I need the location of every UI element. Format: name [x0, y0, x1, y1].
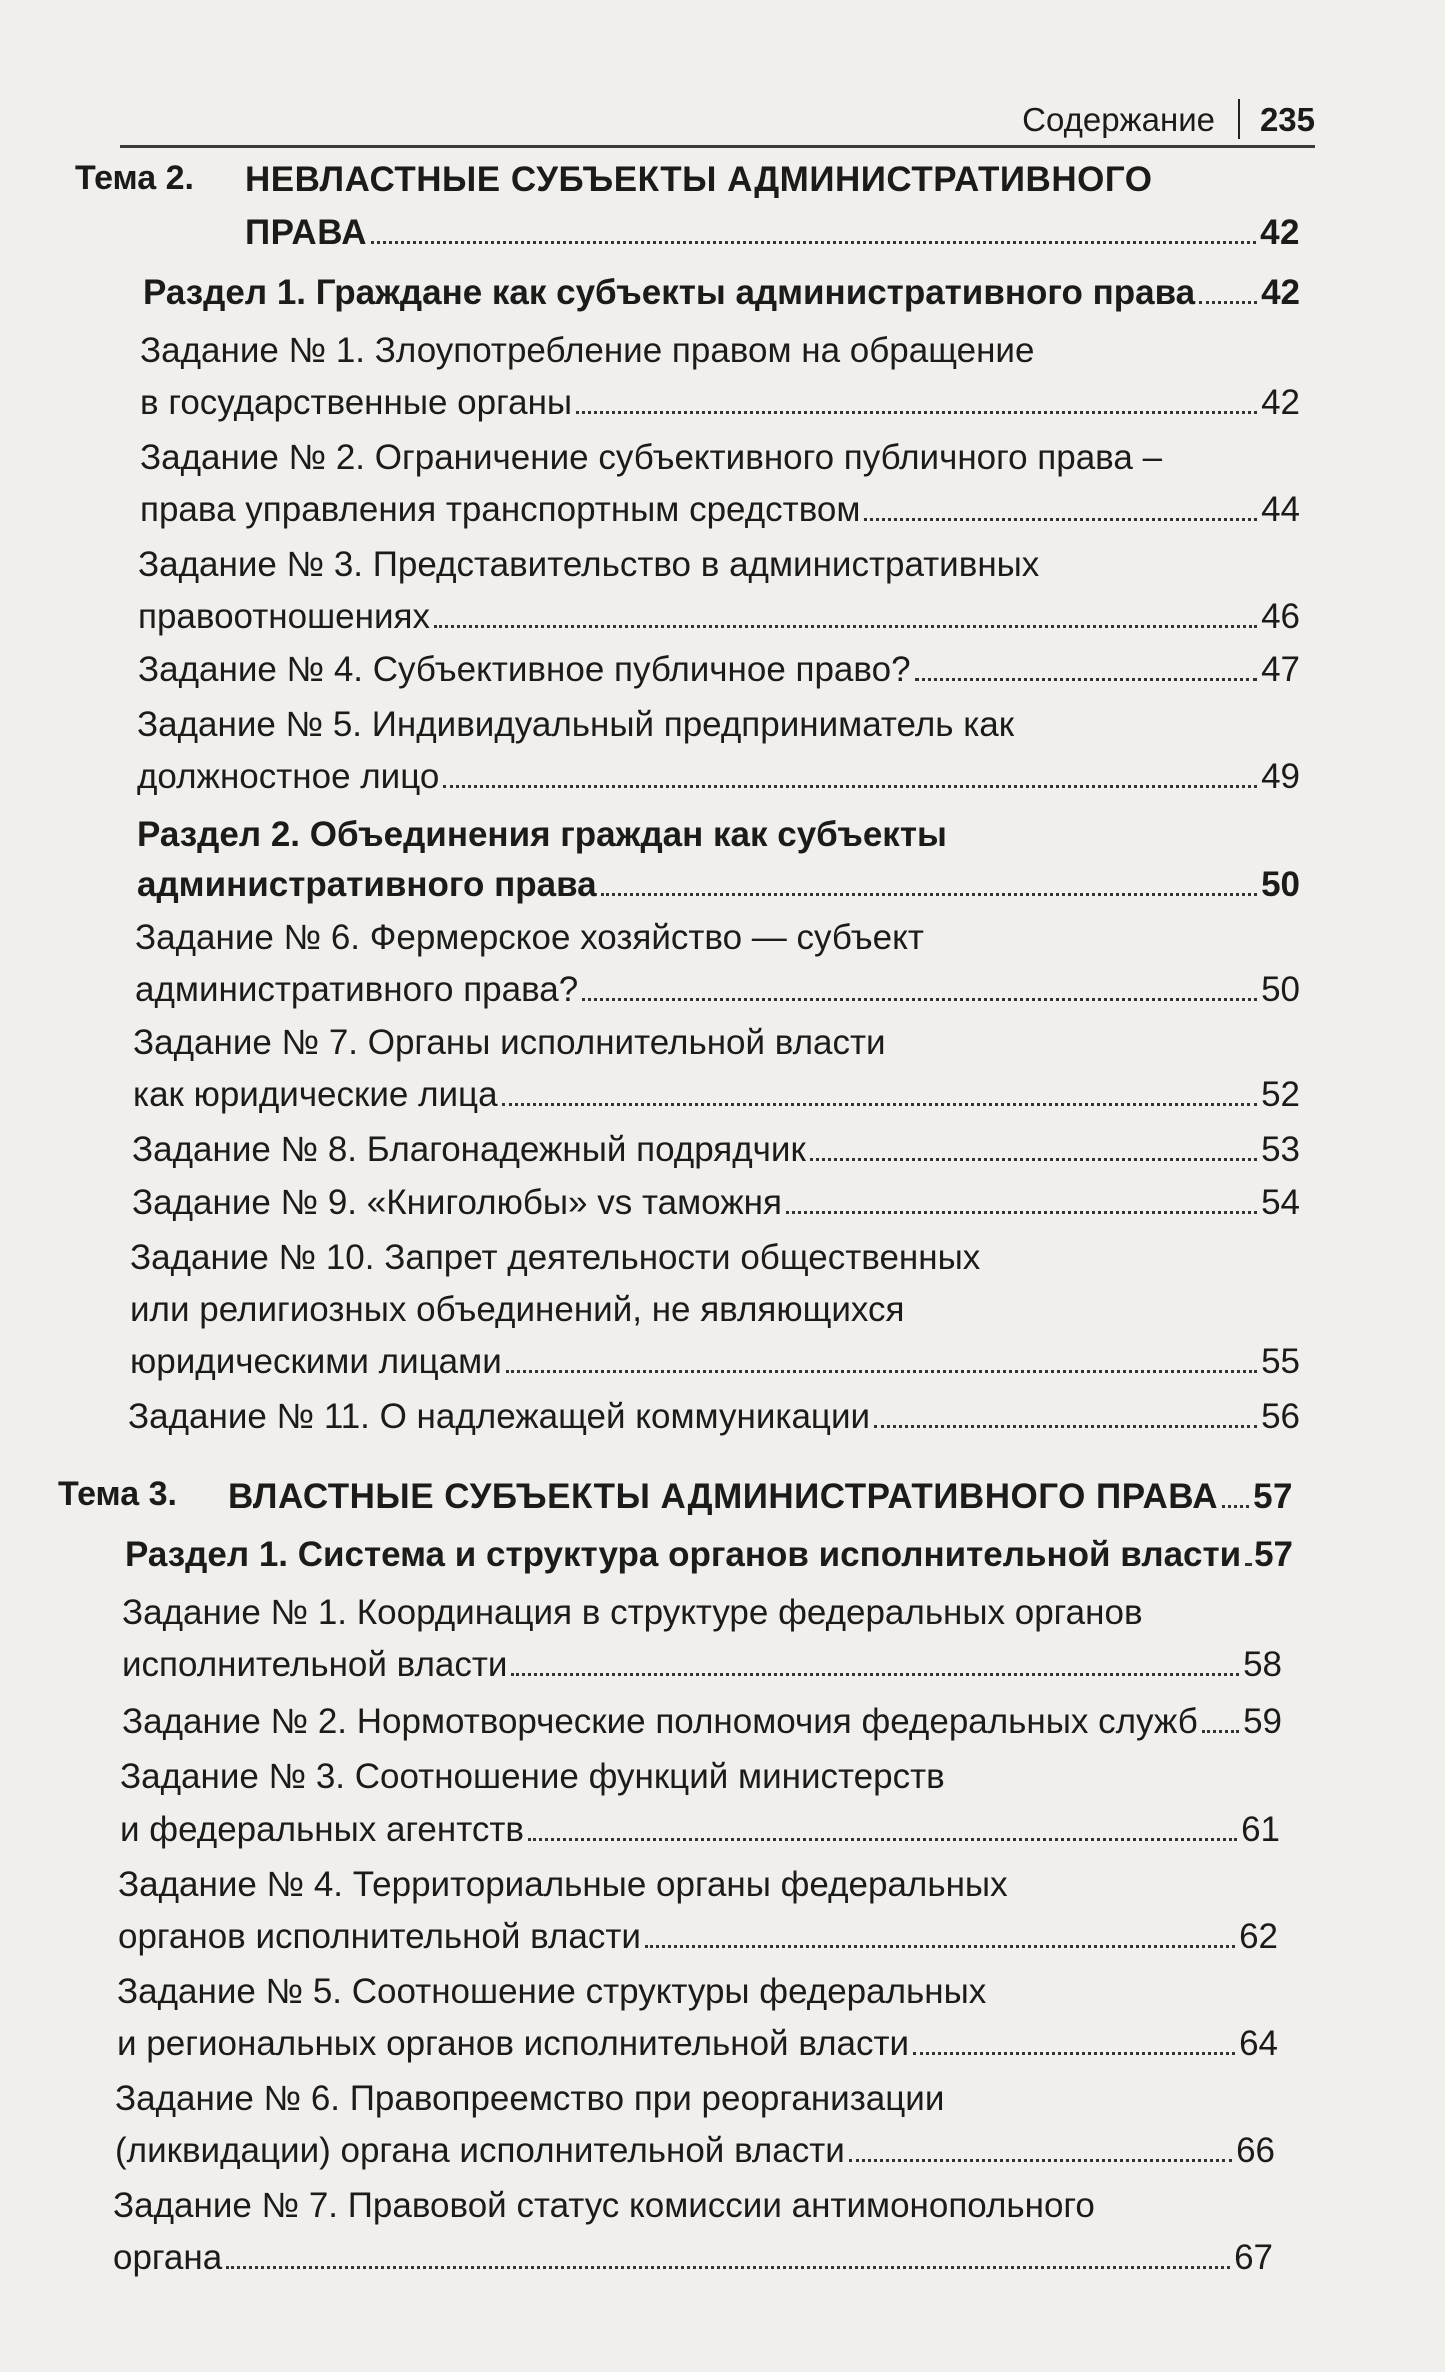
- entry-title-cont: административного права: [137, 865, 597, 904]
- page-number: 64: [1239, 2024, 1278, 2063]
- entry-title: Задание № 9. «Книголюбы» vs таможня: [132, 1183, 782, 1222]
- page-number: 46: [1261, 597, 1300, 636]
- page-number: 61: [1241, 1810, 1280, 1849]
- leader-dots: [434, 625, 1257, 628]
- entry-title-cont: исполнительной власти: [122, 1645, 508, 1684]
- header-divider: [1238, 99, 1240, 139]
- toc-task-entry[interactable]: [117, 2019, 1278, 2069]
- toc-task-entry[interactable]: [135, 965, 1300, 1015]
- entry-title-cont: юридическими лицами: [130, 1342, 502, 1381]
- entry-title: Раздел 2. Объединения граждан как субъекты: [137, 815, 947, 854]
- entry-title-cont: должностное лицо: [137, 757, 440, 796]
- page-number: 52: [1261, 1075, 1300, 1114]
- entry-title: Задание № 10. Запрет деятельности общественных: [130, 1238, 981, 1277]
- entry-title-cont: административного права?: [135, 970, 579, 1009]
- toc-topic-entry[interactable]: [245, 208, 1300, 258]
- toc-task-entry[interactable]: [140, 378, 1300, 428]
- entry-title-cont: (ликвидации) органа исполнительной власти: [115, 2131, 845, 2170]
- entry-title-cont: правоотношениях: [138, 597, 430, 636]
- page-number: 53: [1261, 1130, 1300, 1169]
- page-number: 57: [1253, 1477, 1293, 1516]
- toc-task-entry[interactable]: [140, 485, 1300, 535]
- toc-task-entry[interactable]: [130, 1337, 1300, 1387]
- entry-title: Задание № 1. Злоупотребление правом на обращение: [140, 331, 1035, 370]
- page-number: 44: [1261, 490, 1300, 529]
- entry-title-cont: и федеральных агентств: [120, 1810, 524, 1849]
- topic-title-line: ВЛАСТНЫЕ СУБЪЕКТЫ АДМИНИСТРАТИВНОГО ПРАВА: [228, 1477, 1219, 1516]
- leader-dots: [511, 1673, 1239, 1676]
- toc-task-entry[interactable]: [115, 2126, 1275, 2176]
- topic-label: Тема 2.: [75, 159, 194, 197]
- topic-title-line: ПРАВА: [245, 213, 368, 252]
- topic-title-line: НЕВЛАСТНЫЕ СУБЪЕКТЫ АДМИНИСТРАТИВНОГО: [245, 160, 1153, 199]
- entry-title: Задание № 2. Ограничение субъективного публичного права –: [140, 438, 1163, 477]
- toc-task-entry[interactable]: [133, 1070, 1300, 1120]
- entry-title: Задание № 2. Нормотворческие полномочия федеральных служб: [122, 1702, 1198, 1741]
- leader-dots: [582, 998, 1257, 1001]
- page-number: 67: [1234, 2238, 1273, 2277]
- toc-task-entry[interactable]: [138, 645, 1300, 695]
- leader-dots: [528, 1838, 1237, 1841]
- topic-label: Тема 3.: [58, 1475, 177, 1513]
- entry-title-cont: или религиозных объединений, не являющихся: [130, 1290, 905, 1329]
- entry-title-cont: и региональных органов исполнительной власти: [117, 2024, 910, 2063]
- leader-dots: [645, 1945, 1235, 1948]
- leader-dots: [502, 1103, 1258, 1106]
- entry-title-cont: в государственные органы: [140, 383, 573, 422]
- leader-dots: [443, 785, 1257, 788]
- running-header: [120, 95, 1315, 148]
- entry-title: Задание № 7. Органы исполнительной власти: [133, 1023, 886, 1062]
- page-number: 58: [1243, 1645, 1282, 1684]
- toc-task-entry[interactable]: [128, 1392, 1300, 1442]
- page-number: 59: [1243, 1702, 1282, 1741]
- toc-task-entry[interactable]: [113, 2233, 1273, 2283]
- entry-title: Раздел 1. Граждане как субъекты административного права: [143, 273, 1196, 312]
- entry-title-cont: как юридические лица: [133, 1075, 498, 1114]
- toc-task-entry[interactable]: [120, 1805, 1280, 1855]
- toc-task-entry[interactable]: [138, 592, 1300, 642]
- leader-dots: [226, 2266, 1230, 2269]
- toc-section-entry[interactable]: [143, 268, 1300, 318]
- page-number: 54: [1261, 1183, 1300, 1222]
- entry-title: Задание № 4. Территориальные органы федеральных: [118, 1865, 1008, 1904]
- leader-dots: [1245, 1563, 1250, 1566]
- toc-topic-entry[interactable]: [228, 1472, 1293, 1522]
- page-number: 50: [1261, 865, 1300, 904]
- page-number: 42: [1261, 383, 1300, 422]
- leader-dots: [913, 2052, 1235, 2055]
- page-number: 56: [1261, 1397, 1300, 1436]
- toc-task-entry[interactable]: [132, 1125, 1300, 1175]
- header-section-title: Содержание: [1022, 101, 1215, 138]
- page-number: 62: [1239, 1917, 1278, 1956]
- page-number: 55: [1261, 1342, 1300, 1381]
- leader-dots: [601, 893, 1257, 896]
- toc-section-entry[interactable]: [137, 860, 1300, 910]
- toc-task-entry[interactable]: [122, 1640, 1282, 1690]
- entry-title: Задание № 11. О надлежащей коммуникации: [128, 1397, 871, 1436]
- leader-dots: [915, 678, 1258, 681]
- entry-title-cont: органов исполнительной власти: [118, 1917, 641, 1956]
- leader-dots: [371, 241, 1256, 244]
- page-number: 66: [1236, 2131, 1275, 2170]
- page-number: 47: [1261, 650, 1300, 689]
- page-number: 50: [1261, 970, 1300, 1009]
- leader-dots: [1199, 301, 1257, 304]
- leader-dots: [786, 1211, 1257, 1214]
- entry-title: Задание № 5. Индивидуальный предприниматель как: [137, 705, 1015, 744]
- entry-title-cont: права управления транспортным средством: [140, 490, 861, 529]
- toc-task-entry[interactable]: [132, 1178, 1300, 1228]
- leader-dots: [864, 518, 1257, 521]
- toc-section-entry[interactable]: [125, 1530, 1293, 1580]
- page-number: 49: [1261, 757, 1300, 796]
- page-number: 42: [1260, 213, 1300, 252]
- page-number: 57: [1254, 1535, 1293, 1574]
- toc-task-entry[interactable]: [137, 752, 1300, 802]
- entry-title: Задание № 8. Благонадежный подрядчик: [132, 1130, 806, 1169]
- leader-dots: [1222, 1505, 1249, 1508]
- entry-title: Задание № 3. Соотношение функций министерств: [120, 1757, 945, 1796]
- toc-task-entry[interactable]: [122, 1697, 1282, 1747]
- entry-title: Задание № 6. Фермерское хозяйство — субъект: [135, 918, 924, 957]
- entry-title: Задание № 3. Представительство в административных: [138, 545, 1040, 584]
- page-number: 42: [1261, 273, 1300, 312]
- entry-title: Задание № 1. Координация в структуре федеральных органов: [122, 1593, 1143, 1632]
- leader-dots: [874, 1425, 1257, 1428]
- entry-title-cont: органа: [113, 2238, 223, 2277]
- entry-title: Задание № 5. Соотношение структуры федеральных: [117, 1972, 987, 2011]
- entry-title: Задание № 7. Правовой статус комиссии антимонопольного: [113, 2186, 1095, 2225]
- leader-dots: [1202, 1730, 1239, 1733]
- entry-title: Задание № 4. Субъективное публичное право?: [138, 650, 911, 689]
- header-page-number: 235: [1259, 101, 1315, 138]
- leader-dots: [849, 2159, 1232, 2162]
- leader-dots: [810, 1158, 1257, 1161]
- leader-dots: [506, 1370, 1257, 1373]
- leader-dots: [576, 411, 1257, 414]
- entry-title: Раздел 1. Система и структура органов исполнительной власти: [125, 1535, 1242, 1574]
- toc-task-entry[interactable]: [118, 1912, 1278, 1962]
- entry-title: Задание № 6. Правопреемство при реорганизации: [115, 2079, 945, 2118]
